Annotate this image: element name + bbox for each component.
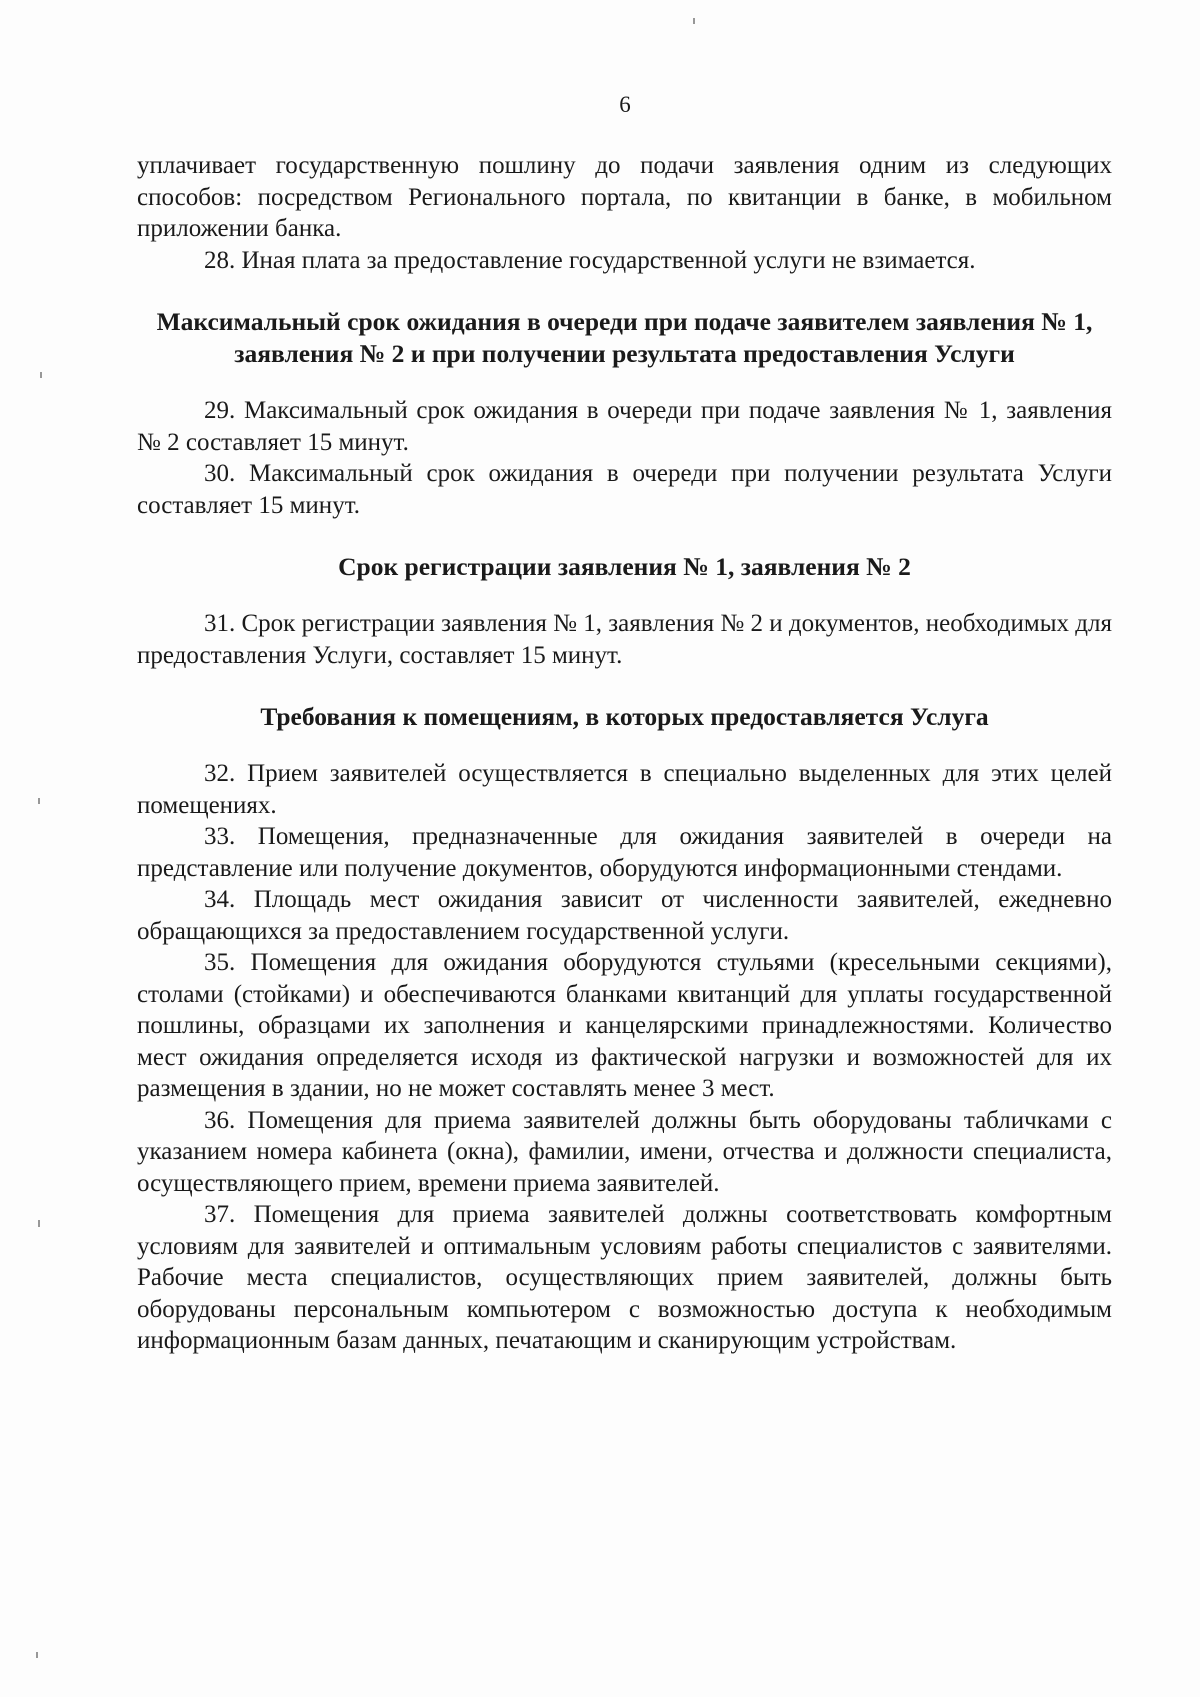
- paragraph-35: 35. Помещения для ожидания оборудуются стульями (кресельными секциями), столами (стойками) и обеспечиваются бланками квитанций для уплаты государственной пошлины, образцами их заполнения и канцелярскими принадлежностями. Количество мест ожидания определяется исходя из фактической нагрузки и возможностей для их размещения в здании, но не может составлять менее 3 мест.: [137, 949, 1112, 1102]
- paragraph-29: 29. Максимальный срок ожидания в очереди при подаче заявления № 1, заявления № 2 составляет 15 минут.: [137, 397, 1112, 456]
- paragraph-continuation: уплачивает государственную пошлину до подачи заявления одним из следующих способов: посредством Регионального портала, по квитанции в банке, в мобильном приложении банка.: [137, 152, 1112, 242]
- heading-registration-term: Срок регистрации заявления № 1, заявления № 2: [338, 552, 911, 581]
- paragraph-36: 36. Помещения для приема заявителей должны быть оборудованы табличками с указанием номера кабинета (окна), фамилии, имени, отчества и должности специалиста, осуществляющего прием, времени приема заявителей.: [137, 1106, 1112, 1197]
- page-number: 6: [619, 92, 631, 117]
- paragraph-30: 30. Максимальный срок ожидания в очереди при получении результата Услуги составляет 15 минут.: [137, 460, 1112, 519]
- paragraph-33: 33. Помещения, предназначенные для ожидания заявителей в очереди на представление или получение документов, оборудуются информационными стендами.: [137, 823, 1112, 882]
- document-body: [137, 150, 1112, 1357]
- scan-mark: [40, 372, 42, 378]
- scan-mark: [38, 1220, 40, 1227]
- paragraph-28: 28. Иная плата за предоставление государственной услуги не взимается.: [204, 246, 976, 274]
- paragraph-31: 31. Срок регистрации заявления № 1, заявления № 2 и документов, необходимых для предоставления Услуги, составляет 15 минут.: [137, 610, 1112, 669]
- paragraph-37: 37. Помещения для приема заявителей должны соответствовать комфортным условиям для заявителей и оптимальным условиям работы специалистов с заявителями. Рабочие места специалистов, осуществляющих прием заявителей, должны быть оборудованы персональным компьютером с возможностью доступа к необходимым информационным базам данных, печатающим и сканирующим устройствам.: [137, 1201, 1112, 1354]
- heading-max-wait-time: Максимальный срок ожидания в очереди при подаче заявителем заявления № 1, заявления № 2 и при получении результата предоставления Услуги: [156, 307, 1093, 368]
- paragraph-32: 32. Прием заявителей осуществляется в специально выделенных для этих целей помещениях.: [137, 760, 1112, 819]
- paragraph-34: 34. Площадь мест ожидания зависит от численности заявителей, ежедневно обращающихся за предоставлением государственной услуги.: [137, 886, 1112, 945]
- scan-mark: [693, 18, 695, 24]
- scan-mark: [38, 798, 40, 804]
- heading-premises-requirements: Требования к помещениям, в которых предоставляется Услуга: [260, 702, 989, 731]
- scan-mark: [36, 1652, 38, 1658]
